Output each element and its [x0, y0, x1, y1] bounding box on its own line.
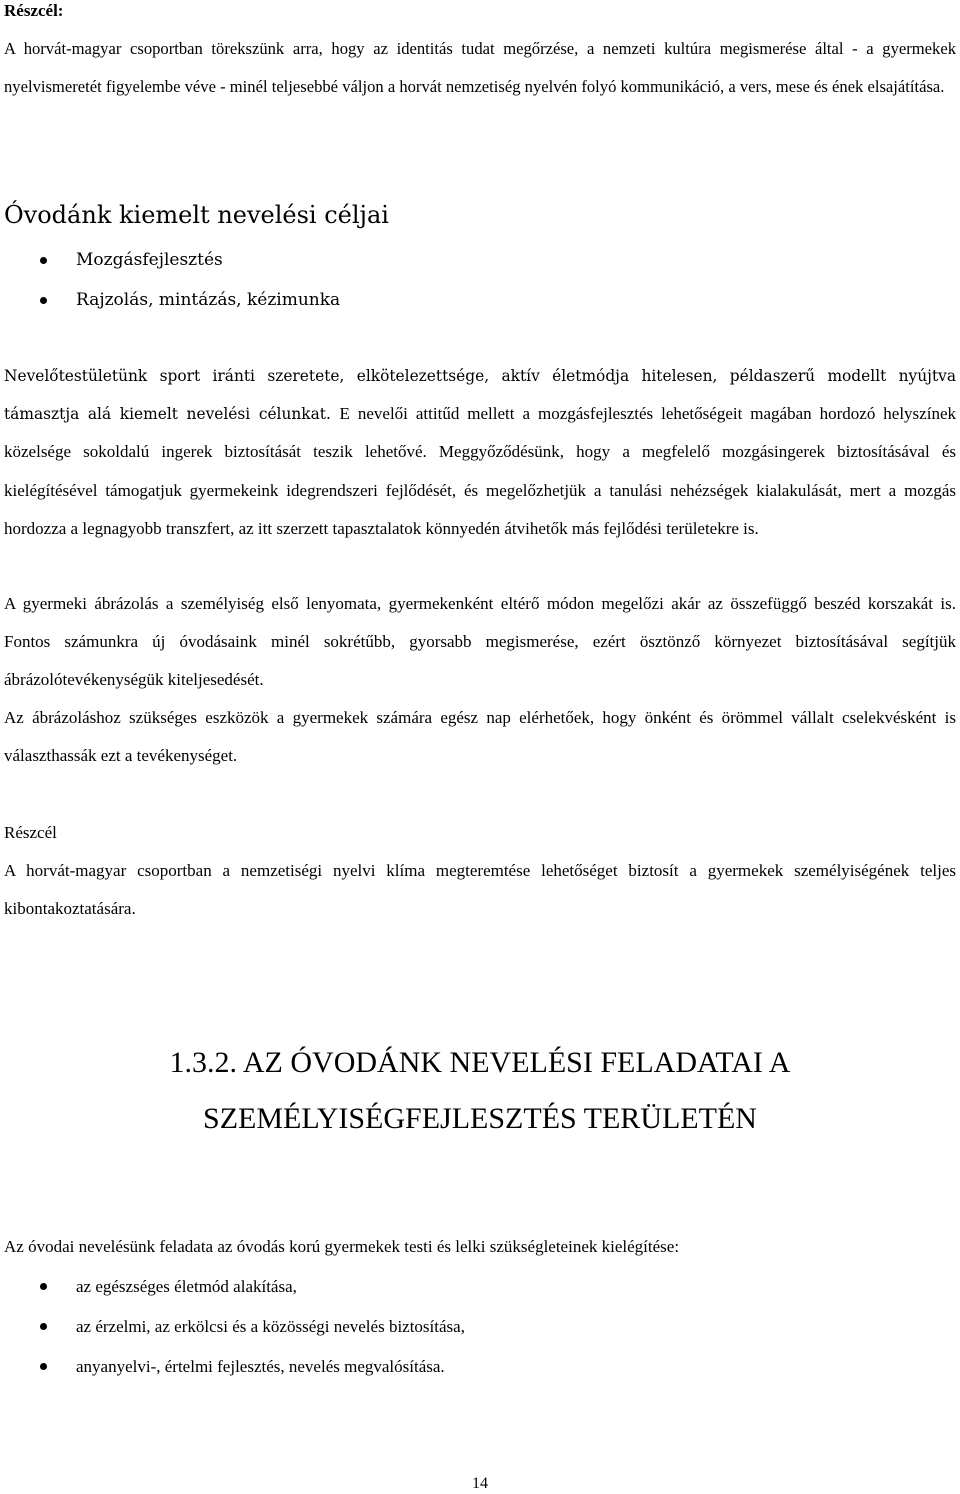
- tasks-list: [4, 1267, 904, 1387]
- chapter-intro: Az óvodai nevelésünk feladata az óvodás korú gyermekek testi és lelki szükségleteinek kielégítése:: [4, 1237, 680, 1256]
- subgoal-paragraph: A horvát-magyar csoportban törekszünk arra, hogy az identitás tudat megőrzése, a nemzeti kultúra megismerése által - a gyermekek nyelvismeretét figyelembe véve - minél teljesebbé váljon a horvát nemzetiség nyelvén folyó kommunikáció, a vers, mese és ének elsajátítása.: [4, 39, 956, 97]
- list-item: Rajzolás, mintázás, kézimunka: [4, 280, 904, 320]
- paragraph-staff: [4, 357, 956, 548]
- paragraph-tools: Az ábrázoláshoz szükséges eszközök a gyermekek számára egész nap elérhetőek, hogy önként és örömmel vállalt cselekvésként is választhassák ezt a tevékenységet.: [4, 708, 956, 766]
- chapter-title-line1: 1.3.2. AZ ÓVODÁNK NEVELÉSI FELADATAI A: [169, 1046, 791, 1079]
- paragraph-movement-text: E nevelői attitűd mellett a mozgásfejlesztés lehetőségeit magában hordozó helyszínek közelsége sokoldalú ingerek biztosítását teszik lehetővé. Meggyőződésünk, hogy a megfelelő mozgásingerek biztosításával és kielégítésével támogatjuk gyermekeink idegrendszeri fejlődését, és megelőzhetjük a tanulási nehézségek kialakulását, mert a mozgás hordozza a legnagyobb transzfert, az itt szerzett tapasztalatok könnyedén átvihetők más fejlődési területekre is.: [4, 404, 956, 538]
- list-item: Mozgásfejlesztés: [4, 240, 904, 280]
- priority-goals-list: [4, 240, 904, 320]
- paragraph-drawing: A gyermeki ábrázolás a személyiség első lenyomata, gyermekenként eltérő módon megelőzi akár az összefüggő beszéd korszakát is. Fontos számunkra új óvodásaink minél sokrétűbb, gyorsabb megismerése, ezért ösztönző környezet biztosításával segítjük ábrázolótevékenységük kiteljesedését.: [4, 594, 956, 690]
- priority-goals-heading: Óvodánk kiemelt nevelési céljai: [4, 201, 389, 229]
- paragraph-staff-text: Nevelőtestületünk sport iránti szeretete, elkötelezettsége, aktív életmódja hitelesen, példaszerű modellt nyújtva támasztja alá kiemelt nevelési célunkat.: [4, 367, 956, 424]
- list-item: az érzelmi, az erkölcsi és a közösségi nevelés biztosítása,: [4, 1307, 904, 1347]
- page-number: 14: [472, 1475, 488, 1492]
- chapter-title-line2: SZEMÉLYISÉGFEJLESZTÉS TERÜLETÉN: [203, 1102, 757, 1135]
- list-item: az egészséges életmód alakítása,: [4, 1267, 904, 1307]
- subgoal2-paragraph: A horvát-magyar csoportban a nemzetiségi nyelvi klíma megteremtése lehetőséget biztosít a gyermekek személyiségének teljes kibontakoztatására.: [4, 861, 956, 919]
- subgoal-heading: Részcél:: [4, 1, 64, 20]
- list-item: anyanyelvi-, értelmi fejlesztés, nevelés megvalósítása.: [4, 1347, 904, 1387]
- subgoal2-heading: Részcél: [4, 823, 57, 842]
